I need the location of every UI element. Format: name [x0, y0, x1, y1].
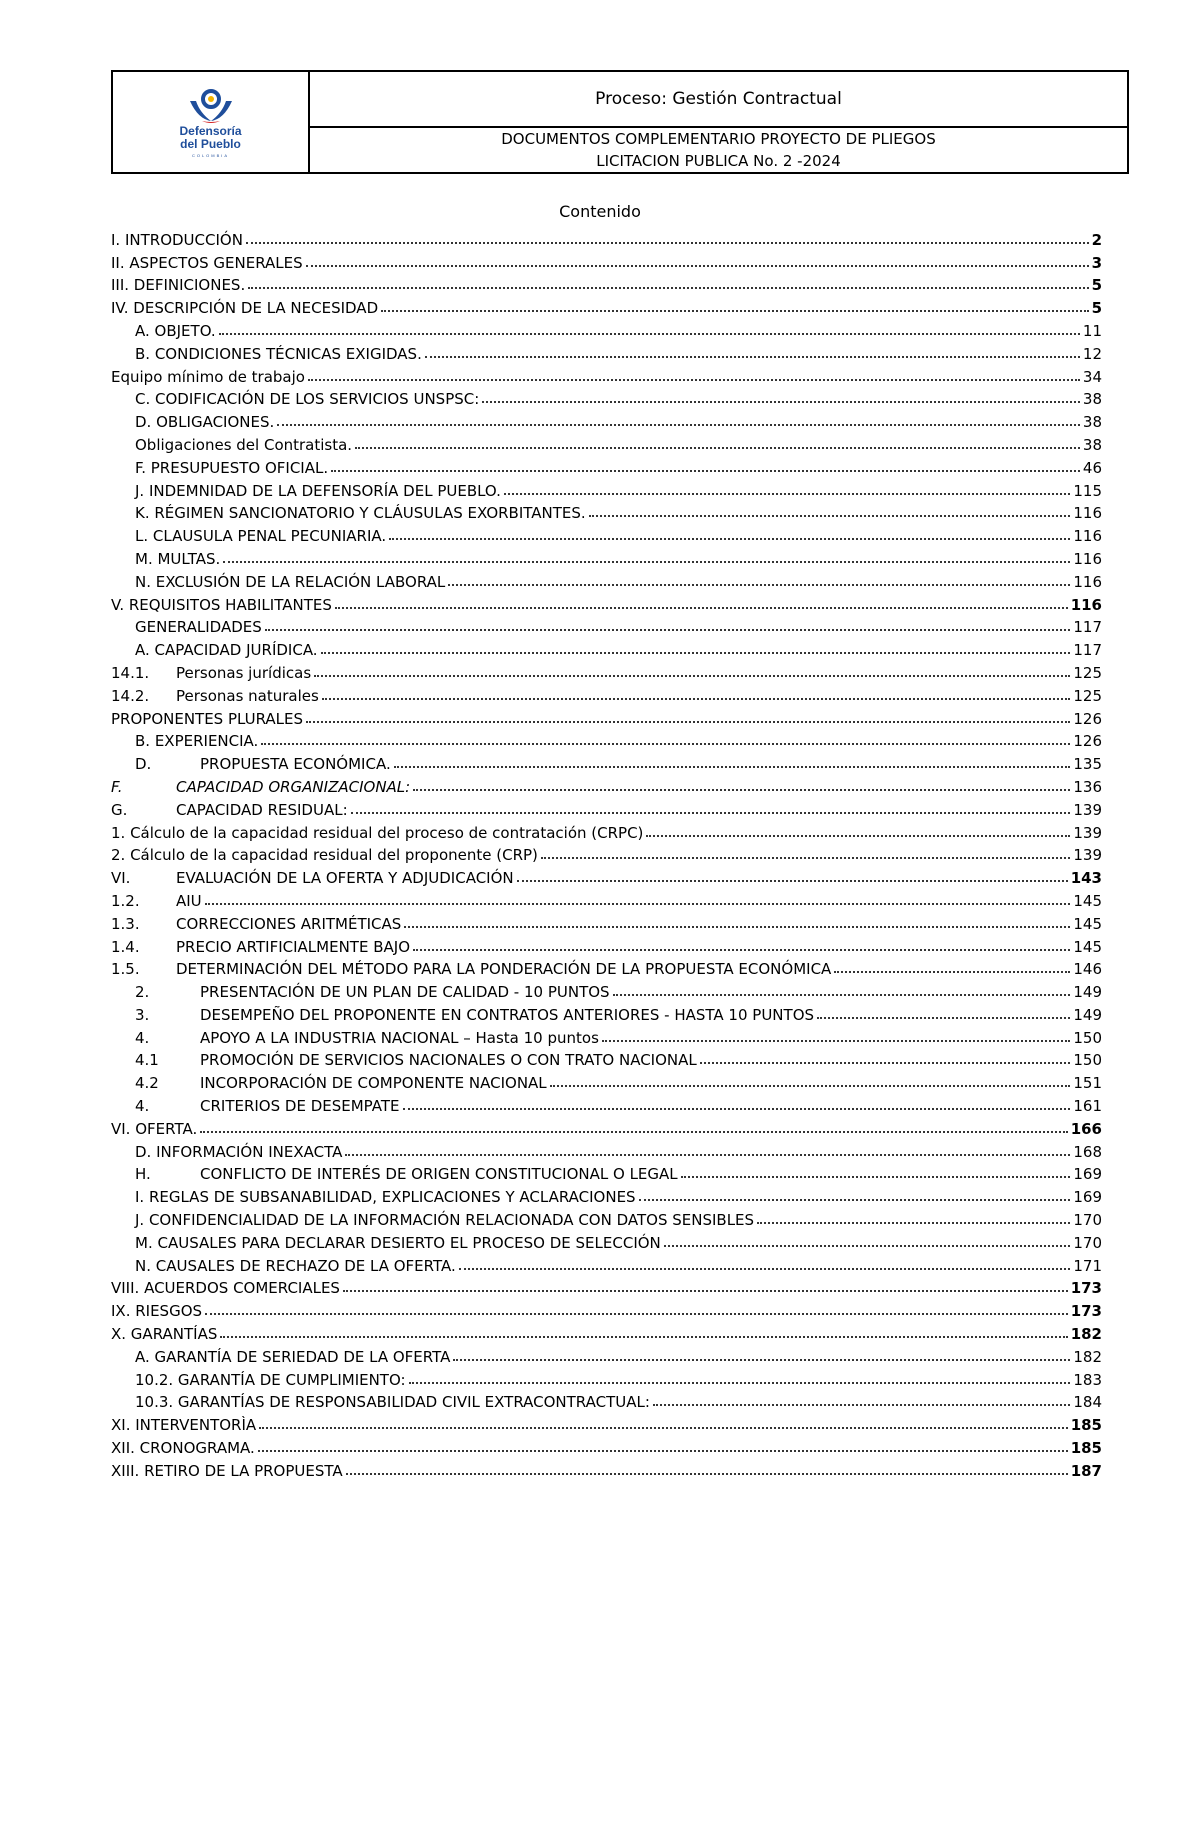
toc-dot-leader	[261, 743, 1070, 745]
toc-dot-leader	[700, 1062, 1071, 1064]
toc-entry[interactable]	[111, 1069, 1102, 1092]
toc-entry[interactable]	[111, 431, 1102, 454]
toc-entry-page: 145	[1073, 914, 1102, 933]
document-header	[111, 70, 1129, 174]
toc-entry-label: Personas jurídicas	[176, 663, 312, 682]
logo-cell	[113, 72, 310, 172]
toc-entry[interactable]	[111, 1161, 1102, 1184]
toc-entry-label: X. GARANTÍAS	[111, 1325, 218, 1344]
toc-dot-leader	[413, 949, 1070, 951]
toc-dot-leader	[220, 1336, 1067, 1338]
toc-dot-leader	[394, 766, 1071, 768]
toc-entry-label: XII. CRONOGRAMA.	[111, 1439, 255, 1458]
toc-entry-page: 169	[1073, 1188, 1102, 1207]
toc-entry-label: CORRECCIONES ARITMÉTICAS	[176, 914, 402, 933]
toc-dot-leader	[834, 971, 1070, 973]
toc-entry-page: 12	[1082, 344, 1102, 363]
toc-entry[interactable]	[111, 1411, 1102, 1434]
toc-dot-leader	[653, 1404, 1070, 1406]
toc-entry[interactable]	[111, 1024, 1102, 1047]
toc-entry-label: A. OBJETO.	[135, 321, 216, 340]
toc-entry-number: 2.	[135, 983, 150, 1002]
toc-entry-page: 117	[1073, 641, 1102, 660]
toc-entry[interactable]	[111, 728, 1102, 751]
toc-entry-label: D. OBLIGACIONES.	[135, 413, 275, 432]
toc-entry[interactable]	[111, 750, 1102, 773]
toc-dot-leader	[541, 857, 1070, 859]
toc-entry[interactable]	[111, 636, 1102, 659]
toc-entry-label: DESEMPEÑO DEL PROPONENTE EN CONTRATOS ANTERIORES - HASTA 10 PUNTOS	[200, 1005, 815, 1024]
toc-entry[interactable]	[111, 887, 1102, 910]
toc-entry-label: 10.3. GARANTÍAS DE RESPONSABILIDAD CIVIL EXTRACONTRACTUAL:	[135, 1393, 650, 1412]
toc-dot-leader	[664, 1245, 1071, 1247]
toc-dot-leader	[321, 652, 1071, 654]
toc-entry-label: F. PRESUPUESTO OFICIAL.	[135, 458, 329, 477]
toc-entry[interactable]	[111, 1252, 1102, 1275]
toc-entry-page: 169	[1073, 1165, 1102, 1184]
toc-entry-label: PROPONENTES PLURALES	[111, 709, 304, 728]
toc-entry[interactable]	[111, 408, 1102, 431]
toc-entry-label: GENERALIDADES	[135, 618, 262, 637]
toc-dot-leader	[413, 789, 1070, 791]
toc-entry[interactable]	[111, 1297, 1102, 1320]
toc-dot-leader	[757, 1222, 1070, 1224]
toc-entry-page: 5	[1091, 299, 1102, 318]
toc-dot-leader	[453, 1359, 1070, 1361]
toc-entry[interactable]	[111, 1092, 1102, 1115]
toc-entry-page: 135	[1073, 755, 1102, 774]
toc-entry-label: APOYO A LA INDUSTRIA NACIONAL – Hasta 10 puntos	[200, 1028, 599, 1047]
toc-dot-leader	[381, 310, 1088, 312]
toc-entry-number: D.	[135, 755, 152, 774]
toc-entry-page: 143	[1070, 869, 1102, 888]
toc-entry-page: 116	[1073, 504, 1102, 523]
toc-entry-page: 171	[1073, 1256, 1102, 1275]
toc-entry-number: 14.1.	[111, 663, 150, 682]
toc-entry[interactable]	[111, 1115, 1102, 1138]
toc-dot-leader	[308, 379, 1080, 381]
toc-entry-number: VI.	[111, 869, 131, 888]
logo-emblem-icon	[188, 87, 234, 125]
toc-dot-leader	[322, 698, 1071, 700]
toc-entry-label: III. DEFINICIONES.	[111, 276, 246, 295]
toc-dot-leader	[589, 515, 1071, 517]
toc-dot-leader	[346, 1473, 1068, 1475]
toc-entry-label: Personas naturales	[176, 686, 319, 705]
toc-dot-leader	[602, 1040, 1070, 1042]
toc-dot-leader	[409, 1382, 1071, 1384]
toc-entry-page: 170	[1073, 1211, 1102, 1230]
toc-entry[interactable]	[111, 591, 1102, 614]
toc-entry-page: 185	[1070, 1439, 1102, 1458]
toc-entry-page: 2	[1091, 230, 1102, 249]
logo-text	[179, 125, 241, 151]
toc-dot-leader	[345, 1154, 1070, 1156]
toc-entry-page: 116	[1073, 549, 1102, 568]
toc-entry[interactable]	[111, 956, 1102, 979]
document-title-line2: LICITACION PUBLICA No. 2 -2024	[596, 152, 841, 170]
toc-entry[interactable]	[111, 454, 1102, 477]
toc-entry-page: 38	[1082, 413, 1102, 432]
logo-text-line2: del Pueblo	[180, 136, 241, 151]
toc-dot-leader	[504, 493, 1070, 495]
toc-dot-leader	[403, 1108, 1071, 1110]
toc-entry-label: DETERMINACIÓN DEL MÉTODO PARA LA PONDERACIÓN DE LA PROPUESTA ECONÓMICA	[176, 960, 832, 979]
toc-entry[interactable]	[111, 1366, 1102, 1389]
toc-entry-page: 11	[1082, 321, 1102, 340]
toc-entry-label: 2. Cálculo de la capacidad residual del proponente (CRP)	[111, 846, 538, 865]
toc-dot-leader	[448, 584, 1070, 586]
toc-entry-label: CRITERIOS DE DESEMPATE	[200, 1097, 400, 1116]
toc-entry-page: 145	[1073, 891, 1102, 910]
toc-entry-number: 4.	[135, 1028, 150, 1047]
toc-entry-label: 10.2. GARANTÍA DE CUMPLIMIENTO:	[135, 1370, 406, 1389]
toc-entry-number: 4.1	[135, 1051, 159, 1070]
toc-entry-page: 117	[1073, 618, 1102, 637]
toc-entry-label: VI. OFERTA.	[111, 1119, 198, 1138]
toc-entry-page: 139	[1073, 846, 1102, 865]
toc-entry-page: 173	[1070, 1302, 1102, 1321]
toc-dot-leader	[482, 401, 1080, 403]
toc-dot-leader	[219, 333, 1080, 335]
toc-entry-label: L. CLAUSULA PENAL PECUNIARIA.	[135, 527, 387, 546]
toc-dot-leader	[200, 1131, 1067, 1133]
logo-subtitle: COLOMBIA	[191, 152, 230, 158]
toc-entry-number: 4.2	[135, 1074, 159, 1093]
toc-dot-leader	[639, 1199, 1071, 1201]
toc-entry[interactable]	[111, 1047, 1102, 1070]
toc-entry[interactable]	[111, 933, 1102, 956]
toc-entry-label: 1. Cálculo de la capacidad residual del proceso de contratación (CRPC)	[111, 823, 644, 842]
toc-dot-leader	[646, 835, 1070, 837]
toc-entry-label: XI. INTERVENTORÌA	[111, 1416, 257, 1435]
toc-entry-label: I. INTRODUCCIÓN	[111, 230, 243, 249]
toc-dot-leader	[351, 812, 1071, 814]
toc-dot-leader	[258, 1450, 1068, 1452]
toc-entry-number: 4.	[135, 1097, 150, 1116]
toc-entry-page: 126	[1073, 732, 1102, 751]
toc-entry-page: 185	[1070, 1416, 1102, 1435]
toc-entry[interactable]	[111, 386, 1102, 409]
toc-entry-label: PRECIO ARTIFICIALMENTE BAJO	[176, 937, 410, 956]
toc-entry[interactable]	[111, 614, 1102, 637]
toc-entry[interactable]	[111, 1389, 1102, 1412]
toc-entry[interactable]	[111, 1320, 1102, 1343]
toc-entry[interactable]	[111, 1001, 1102, 1024]
toc-entry[interactable]	[111, 682, 1102, 705]
toc-entry-number: F.	[111, 777, 123, 796]
toc-entry-label: VIII. ACUERDOS COMERCIALES	[111, 1279, 340, 1298]
toc-entry-page: 182	[1073, 1347, 1102, 1366]
toc-entry-label: C. CODIFICACIÓN DE LOS SERVICIOS UNSPSC:	[135, 390, 480, 409]
toc-entry[interactable]	[111, 864, 1102, 887]
toc-dot-leader	[277, 424, 1080, 426]
toc-entry-page: 149	[1073, 983, 1102, 1002]
toc-entry-label: B. EXPERIENCIA.	[135, 732, 259, 751]
toc-title: Contenido	[559, 202, 641, 221]
toc-entry-page: 136	[1073, 777, 1102, 796]
toc-entry[interactable]	[111, 773, 1102, 796]
toc-entry-number: H.	[135, 1165, 151, 1184]
toc-entry-number: G.	[111, 800, 128, 819]
toc-entry[interactable]	[111, 796, 1102, 819]
document-title-line1: DOCUMENTOS COMPLEMENTARIO PROYECTO DE PLIEGOS	[501, 130, 936, 148]
toc-dot-leader	[681, 1176, 1071, 1178]
toc-entry-page: 125	[1073, 663, 1102, 682]
toc-entry-label: N. EXCLUSIÓN DE LA RELACIÓN LABORAL	[135, 572, 446, 591]
toc-dot-leader	[613, 994, 1071, 996]
toc-entry-page: 116	[1073, 527, 1102, 546]
toc-dot-leader	[246, 242, 1089, 244]
toc-entry-number: 1.2.	[111, 891, 140, 910]
toc-entry[interactable]	[111, 226, 1102, 249]
toc-dot-leader	[404, 926, 1070, 928]
toc-entry[interactable]	[111, 819, 1102, 842]
toc-entry[interactable]	[111, 363, 1102, 386]
toc-entry-page: 139	[1073, 823, 1102, 842]
toc-dot-leader	[205, 1313, 1068, 1315]
toc-entry-page: 46	[1082, 458, 1102, 477]
toc-entry-number: 14.2.	[111, 686, 150, 705]
toc-dot-leader	[389, 538, 1070, 540]
toc-dot-leader	[248, 287, 1088, 289]
toc-entry-label: N. CAUSALES DE RECHAZO DE LA OFERTA.	[135, 1256, 456, 1275]
header-titles	[310, 72, 1127, 172]
toc-entry[interactable]	[111, 340, 1102, 363]
toc-entry-label: J. CONFIDENCIALIDAD DE LA INFORMACIÓN RELACIONADA CON DATOS SENSIBLES	[135, 1211, 755, 1230]
toc-entry[interactable]	[111, 545, 1102, 568]
toc-entry-label: PRESENTACIÓN DE UN PLAN DE CALIDAD - 10 PUNTOS	[200, 983, 610, 1002]
toc-entry[interactable]	[111, 272, 1102, 295]
toc-dot-leader	[306, 721, 1070, 723]
toc-entry[interactable]	[111, 1183, 1102, 1206]
toc-entry-page: 146	[1073, 960, 1102, 979]
toc-entry-page: 126	[1073, 709, 1102, 728]
toc-dot-leader	[817, 1017, 1070, 1019]
defensoria-logo	[179, 87, 241, 158]
toc-entry-page: 38	[1082, 435, 1102, 454]
toc-entry[interactable]	[111, 1343, 1102, 1366]
toc-entry-label: XIII. RETIRO DE LA PROPUESTA	[111, 1461, 343, 1480]
toc-entry-label: J. INDEMNIDAD DE LA DEFENSORÍA DEL PUEBLO.	[135, 481, 501, 500]
toc-entry[interactable]	[111, 249, 1102, 272]
toc-entry-page: 170	[1073, 1233, 1102, 1252]
toc-entry-page: 151	[1073, 1074, 1102, 1093]
toc-entry-label: EVALUACIÓN DE LA OFERTA Y ADJUDICACIÓN	[176, 869, 514, 888]
toc-entry[interactable]	[111, 978, 1102, 1001]
toc-entry-label: IX. RIESGOS	[111, 1302, 203, 1321]
toc-entry[interactable]	[111, 1275, 1102, 1298]
toc-dot-leader	[205, 903, 1071, 905]
toc-entry-page: 166	[1070, 1119, 1102, 1138]
toc-entry-page: 184	[1073, 1393, 1102, 1412]
toc-entry-label: CAPACIDAD RESIDUAL:	[176, 800, 348, 819]
toc-entry[interactable]	[111, 1206, 1102, 1229]
toc-entry-label: A. GARANTÍA DE SERIEDAD DE LA OFERTA	[135, 1347, 451, 1366]
toc-entry-label: PROMOCIÓN DE SERVICIOS NACIONALES O CON TRATO NACIONAL	[200, 1051, 697, 1070]
toc-entry[interactable]	[111, 522, 1102, 545]
toc-dot-leader	[355, 447, 1080, 449]
toc-entry-label: I. REGLAS DE SUBSANABILIDAD, EXPLICACIONES Y ACLARACIONES	[135, 1188, 636, 1207]
toc-entry[interactable]	[111, 568, 1102, 591]
toc-dot-leader	[306, 265, 1089, 267]
toc-entry-page: 161	[1073, 1097, 1102, 1116]
logo-text-line1: Defensoría	[179, 123, 242, 138]
toc-dot-leader	[517, 880, 1068, 882]
toc-entry-label: K. RÉGIMEN SANCIONATORIO Y CLÁUSULAS EXORBITANTES.	[135, 504, 586, 523]
toc-entry-label: CAPACIDAD ORGANIZACIONAL:	[176, 777, 411, 796]
toc-entry-label: Obligaciones del Contratista.	[135, 435, 353, 454]
toc-entry-label: B. CONDICIONES TÉCNICAS EXIGIDAS.	[135, 344, 422, 363]
toc-entry-page: 173	[1070, 1279, 1102, 1298]
document-title	[310, 128, 1127, 172]
toc-dot-leader	[331, 470, 1080, 472]
toc-entry-label: INCORPORACIÓN DE COMPONENTE NACIONAL	[200, 1074, 547, 1093]
toc-entry[interactable]	[111, 705, 1102, 728]
toc-entry[interactable]	[111, 659, 1102, 682]
toc-entry-number: 1.5.	[111, 960, 140, 979]
toc-entry-label: CONFLICTO DE INTERÉS DE ORIGEN CONSTITUCIONAL O LEGAL	[200, 1165, 678, 1184]
toc-entry-page: 183	[1073, 1370, 1102, 1389]
toc-entry-label: M. CAUSALES PARA DECLARAR DESIERTO EL PROCESO DE SELECCIÓN	[135, 1233, 661, 1252]
toc-entry-page: 150	[1073, 1051, 1102, 1070]
toc-entry[interactable]	[111, 1229, 1102, 1252]
toc-dot-leader	[265, 629, 1071, 631]
toc-entry[interactable]	[111, 294, 1102, 317]
toc-entry-label: D. INFORMACIÓN INEXACTA	[135, 1142, 343, 1161]
toc-entry-label: AIU	[176, 891, 202, 910]
toc-entry-page: 34	[1082, 367, 1102, 386]
toc-entry-label: PROPUESTA ECONÓMICA.	[200, 755, 391, 774]
toc-entry-page: 149	[1073, 1005, 1102, 1024]
toc-entry-number: 3.	[135, 1005, 150, 1024]
toc-entry-label: M. MULTAS.	[135, 549, 221, 568]
toc-entry-label: V. REQUISITOS HABILITANTES	[111, 595, 332, 614]
toc-entry[interactable]	[111, 1457, 1102, 1480]
toc-entry-page: 125	[1073, 686, 1102, 705]
toc-entry-number: 1.3.	[111, 914, 140, 933]
toc-dot-leader	[343, 1290, 1068, 1292]
toc-dot-leader	[550, 1085, 1071, 1087]
toc-dot-leader	[425, 356, 1080, 358]
toc-entry[interactable]	[111, 842, 1102, 865]
toc-entry-page: 150	[1073, 1028, 1102, 1047]
toc-entry[interactable]	[111, 500, 1102, 523]
toc-dot-leader	[314, 675, 1070, 677]
toc-entry-page: 116	[1073, 572, 1102, 591]
toc-entry[interactable]	[111, 910, 1102, 933]
toc-entry-page: 145	[1073, 937, 1102, 956]
toc-entry[interactable]	[111, 1138, 1102, 1161]
toc-dot-leader	[259, 1427, 1068, 1429]
toc-dot-leader	[335, 607, 1068, 609]
toc-entry[interactable]	[111, 477, 1102, 500]
toc-entry-label: II. ASPECTOS GENERALES	[111, 253, 303, 272]
toc-entry-label: Equipo mínimo de trabajo	[111, 367, 305, 386]
toc-entry-page: 168	[1073, 1142, 1102, 1161]
toc-entry[interactable]	[111, 317, 1102, 340]
toc-dot-leader	[223, 561, 1070, 563]
toc-entry-page: 38	[1082, 390, 1102, 409]
toc-entry-page: 116	[1070, 595, 1102, 614]
toc-entry-page: 115	[1073, 481, 1102, 500]
toc-entry-page: 139	[1073, 800, 1102, 819]
toc-entry-page: 182	[1070, 1325, 1102, 1344]
toc-entry-number: 1.4.	[111, 937, 140, 956]
toc-entry-page: 5	[1091, 276, 1102, 295]
process-title: Proceso: Gestión Contractual	[310, 72, 1127, 128]
toc-entry[interactable]	[111, 1434, 1102, 1457]
toc-entry-page: 3	[1091, 253, 1102, 272]
toc-entry-label: A. CAPACIDAD JURÍDICA.	[135, 641, 318, 660]
toc-dot-leader	[459, 1268, 1071, 1270]
table-of-contents	[111, 226, 1102, 1480]
toc-entry-label: IV. DESCRIPCIÓN DE LA NECESIDAD	[111, 299, 379, 318]
toc-entry-page: 187	[1070, 1461, 1102, 1480]
